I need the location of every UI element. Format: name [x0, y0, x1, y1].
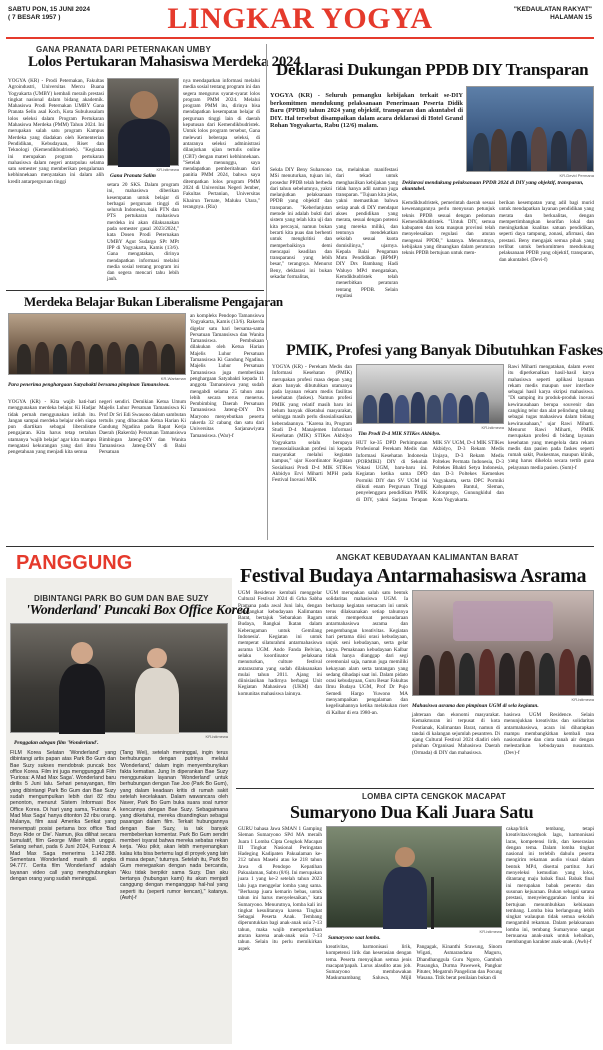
- a4-text-col2: HUT ke-35 DPD Perhimpunan Profesional Perekam Medis dan Informasi Kesehatan Indonesia (PORMIKI) DIY di Sekolah Vokasi UGM, baru-baru ini. Kegiatan ketika sama DPD Pormiki DIY dan SV UGM ini diikuti enam Perguruan Tinggi penyelenggara pendidikan PMIK di DIY, yakni Sarjana Terapan MIK SV UGM, D-4 MIK STIKes Akbidyo, D-3 Rekam Medis Unjaya, D-3 Rekam Medis Poltekes Permata Indonesia, D-3 Poltekes Bhakti Setya Indonesia, dan D-3 Poltekes Kemenkes Yogyakarta, serta DPC Pormiki Kabupaten Bantul, Sleman, Kulonprogo, Gunungkidul dan Kota Yogyakarta.: [356, 440, 504, 503]
- a1-text-col1: YOGYA (KR) - Prodi Peternakan, Fakultas Agroindustri, Universitas Mercu Buana Yogyakarta (UMBY) kembali meraih prestasi tingkat nasional dalam bidang akademik. Mahasiswa Prodi Peternakan UMBY Gana Pranata Selin asal Koch, Kota Subulussalam lolos seleksi dalam Program Pertukaran Mahasiswa Merdeka (PMM) Tahun 2024. Ini merupakan salah satu program Kampus Merdeka yang diadakan oleh Kementerian Pendidikan, Kebudayaan, Riset dan Teknologi (Kemendikbudristek). "Kegiatan ini merupakan program pertukaran mahasiswa dalam negeri antarpulau selama satu semester yang memberikan pengalaman kebhinnekaan menyatakan ini dalam alih kredit antarperguruan tinggi: [8, 78, 104, 185]
- section-label: PANGGUNG: [16, 552, 133, 574]
- actress-body-icon: [135, 668, 179, 734]
- a3-text-col1: YOGYA (KR) - Kita wajib hati-hati menggunakan merdeka belajar. Ki Hadjar tidak pernah menggunakan istilah itu. Jangan sampai merdeka belajar oleh siapa pun diartikan sebagai liberalisme pengajaran. Kita harus tetap tertahan utamanya 'wajib belajar' agar kita mampu mengatasi kekurangan yang dari ilmu pengetahuan yang menjadi kita semua: [8, 399, 96, 456]
- portrait-body-icon: [118, 119, 170, 167]
- masthead-motto: "KEDAULATAN RAKYAT": [513, 6, 592, 13]
- a1-text-col3: nya mendapatkan informasi melalui media sosial tentang program ini dan segera mengurus syarat-syarat lolos program PMM 2024. Melalui program PMM itu, dirinya bisa mendapatkan kesempatan belajar di perguruan tinggi lain di daerah keputusan dari Kemendikbudristek. Untuk lolos program tersebut, Gana melewati beberapa seleksi, di antaranya seleksi administrasi dilanjutkan ujian tertulis online (CBT) dengan materi kebhinnekaan. "Setelah menunggu, saya mendapatkan pemberitahuan dari panitia PMM 2024, bahwa saya ditempatkan lolos program PMM 2024 di Universitas Negeri Jember, Fakultas Pertanian, Universitas Khairun Ternate, Maluku Utara," terangnya. (Ria): [183, 78, 260, 210]
- a5-photo-crowd: [413, 638, 593, 695]
- a7-kicker: LOMBA CIPTA CENGKOK MACAPAT: [362, 792, 506, 801]
- a1-bottom-rule: [6, 290, 264, 291]
- stage-banner-icon: [453, 601, 553, 641]
- a4-caption: Tim Prodi D-4 MIK STIKes Akbidyo.: [358, 431, 441, 437]
- a3-headline: Merdeka Belajar Bukan Liberalisme Pengajaran: [24, 294, 283, 309]
- a6-kicker: DIBINTANGI PARK BO GUM DAN BAE SUZY: [34, 594, 209, 603]
- a5-text-col3: jahteraan dan ekonomi masyarakat. Kemakmuran ini terpusat di kota Pontianak, Kalimantan Barat, namun di tandai di kalangan sejumlah pesantren. Di ajang Cultural Festival 2024 diadiri oleh puluhan Organisasi Mahasiswa Daerah (Ormada) di DIY dan mahasiswa.: [412, 712, 500, 756]
- a2-text-col3: Kemdikbudristek, pemerintah daerah sesuai kewenangannya perlu menyusun petunjuk teknis PPDB sesuai dengan pedoman Kemendikbudristek. "Untuk DIY, semua kabupaten dan kota maupun provinsi telah menyelesaikan regulasi dan aturan mengenai PPDB," katanya. Menurutnya, kebijakan yang dituangkan dalam peraturan teknis PPDB bertujuan untuk mem-: [402, 200, 495, 257]
- a5-text-col1: UGM Residence kembali menggelar Cultural Festival 2024 di Grha Sabha Pramana pada awal Juni lalu, dengan mengangkat kebudayaan Kalimantan Barat, bertajuk 'Sebarakan Ragam Budaya, Rangkai Ikatan dalam Keberagaman untuk Gemilang Indonesia'. Kegiatan ini untuk memperat silaturahmi antarmahasiswa asrama UGM. Ando Fanda Belvian, selaku koordinator pelaksana menuturkan, culture festival antarasrama yang sudah dilaksanakan mulai tahun 2011. Ajang ini diinisiasikan hadirnya berbagai Unit Kegiatan Mahasiswa (UKM) dan komunitas mahasiswa lainnya.: [238, 590, 322, 697]
- a4-headline: PMIK, Profesi yang Banyak Dibutuhkan Faskes: [286, 342, 603, 359]
- a5-headline: Festival Budaya Antarmahasiswa Asrama: [240, 565, 587, 587]
- a7-text-col2: kreativitas, harmonisasi lirik, kompetensi lirik dan keserasian dengan tema. Peserta menyajikan semua jenis macapat/papah. Lurus alasdito atau job. Sumaryono membawakan Maskumambang Saluwa, Mijil Pangagak, Kinanthi Srawung, Sinom Wigati, Asmarandana Maguru, Dhandhanggula Guru Ngoro, Gambuh Prasangka, Durma Pawewek, Pangkur Pituter, Megatruh Pangeliran dan Pocung Wasana. Titik berat penilaian bukan di: [326, 944, 503, 982]
- a1-text-col2: setara 20 SKS. Dalam program ini, mahasiswa diberikan kesempatan untuk belajar di berbagai perguruan tinggi di seluruh Indonesia, baik PTN dan PTS pertukaran mahasiswa merdeka ini akan dilaksanakan pada semester gasal 2023/2024," kata Dosen Prodi Peternakan UMBY Agut Sudargo SPt MPt IPP di Yogyakarta, Kamis (13/6). Gana mengatakan, dirinya mendapatkan informasi melalui media sosial tentang program ini dan segera mencari tahu lebih jauh.: [107, 182, 179, 283]
- a2-headline: Deklarasi Dukungan PPDB DIY Transparan: [276, 60, 589, 79]
- a3-text-col3: an kompleks Pendopo Tamansiswa Yogyakarta, Kamis (13/6). Rakerda digelar satu hari bersama-sama Persatuan Tamansiswa dan Wanita Tamansiswa. Pembukaan dilakukan oleh Ketua Harian Majelis Luhur Persatuan Tamansiswa Ki Gandung Ngadina. Majelis Luhur Persatuan Tamansiswa juga memberikan penghargaan Satyabakti kepada 11 anggota Tamansiswa yang sudah mengabdi selama 25 tahun atau lebih secara terus menerus. Pembimbing Daerah Persatuan Tamansiswa Jateng-DIY Drs Maryono menyebutkan peserta rakerda 32 cabang dan satu dari Universitas Sarjanawiyata Tamansiswa. (War)-f: [190, 313, 264, 439]
- a7-text-col3: cakap/lirik tembang, tetapi kreativitas/cengkok lagu, harmonisasi laras, kompetensi lirik, dan keserasian dengan tema. Dalam lomba tingkat nasional ini terlebih dahulu peserta mengirim rekaman audio visual dalam bentuk MP4, disertai partitur. Juri menyeleksi kemudian yang lolos, ditantang maju babak final. Babak final ini merupakan babak penentu dan susunan kejuaraan. Bukan sebagai sarana prestasi, menyelenggarakan lomba ini bertujuan menumbuhkan kebiasaan tembang. Lomba bisa berlangsung lebih singkat walaupun tidak semua sekolah mengambil rekaman. Dalam pelaksanaan lomba ini, tembang Sumaryono sangat bernuansa anak-anak untuk kebaikan, membangun karakter anak-anak. (Awh)-f: [506, 826, 594, 946]
- a2-photo-credit: KR-Devid Permana: [559, 173, 594, 178]
- a5-text-col2: UGM merupakan salah satu bentuk solidaritas mahasiswa UGM. Ia berharap kegiatan semacam ini untuk terus dilaksanakan setiap tahunnya untuk memperkuat persaudaraan antarmahasiswa asrama dan pengembangan kreativitas. Kegiatan hari pertama diisi orasi kebudayaan, unjuk seni kebudayaan, serta gelar karya. Pemaknaan kebudayaan Kalbar tidak hanya dianggap dari segi ceremonial saja, namun juga memiliki kekayaan alam serta tantangan yang sedang dihadapi saat ini. Dalam pidato orasi kebudayaan, Guru Besar Fakultas Ilmu Budaya UGM, Prof Dr Pujo Semedi Hargo Yuwono MA menyampaikan pengalaman dan kegelisahannya ketika melakukan riset di Kalbar di era 1980-an.: [326, 590, 408, 716]
- a1-caption: Gana Pranata Salim: [110, 173, 156, 179]
- singer-head-icon: [395, 847, 415, 867]
- a7-text-col1: GURU bahasa Jawa SMAN 1 Gamping Sleman Sumaryono SPd MA meraih Juara 1 Lomba Cipta Cengkok Macapat III Tingkat Nasional Peringatan Hadeging Kadipaten Pakualaman ke-212 tahun Masehi atau ke 218 tahun Jawa di Pendopo Kepatihan Pakualaman, Sabtu (8/6). Ini merupakan juara 1 yang ke-2 setelah tahun 2023 lalu juga menggelar lomba yang sama. "Berharap juara kemarin bebas, untuk tahun ini harus menyelesaikan," kata Sumaryono. Menurutnya, lomba kali ini tingkat kesulitannya karena Tingkat Sebagai Peserta Anak. Tembang diperuntukkan bagi anak-anak usia 7-13 tahun, maka wajib memperhatikan aturan karena anak-anak usia 7-13 tahun. Selain itu perlu memikirkan aspek: [238, 826, 322, 952]
- a2-lead: YOGYA (KR) - Seluruh pemangku kebijakan terkait se-DIY berkomitmen mendukung pelaksanaan Penerimaan Peserta Didik Baru (PPDB) tahun 2024 yang objektif, transparan dan akuntabel di DIY. Hal tersebut disampaikan dalam acara deklarasi di Hotel Grand Rohan Yogyakarta, Rabu (12/6) malam.: [270, 92, 463, 129]
- a2-text-col1: Sekda DIY Beny Suharsono MSi menuturkan, tujuan ini, prosedur PPDB telah berbeda dari tahun sebelumnya, yakni melanjutkan pelaksanaan PPDB yang objektif dan transparan. "Keberlanjutan metode ini adalah bukti dari sistem yang telah kita uji dan kita percayai, namun bukan berarti kita puas dan berhenti untuk mengkritisi dan memperbaikinya demi mencapai keadilan dan transparansi yang lebih besar," terangnya. Menurut Beny, deklarasi ini bukan sekadar formalitas,: [270, 167, 332, 281]
- column-divider-2: [267, 340, 268, 540]
- a5-text-col4: hasiswa UGM Residence. Selain menunjukkan kreativitas dan solidaritas antarmahasiswa, acara ini diharapkan mampu membangkitkan kembali rasa nasionalisme dan cinta tanah air dengan melestarikan kebudayaan nusantara. (Dev)-f: [504, 712, 594, 756]
- section-divider: [6, 546, 594, 547]
- a1-photo-credit: KR-istimewa: [156, 167, 179, 172]
- a6-text-col2: (Tang Wei), setelah meninggal, ingin terus berhubungan dengan putrinya melalui 'Wonderland,' dalam ingin menyembunyikan fakta kematian. Jung In diperankan Bae Suzy menggunakan layanan 'Wonderland' untuk berhubungan dengan Tae Joo (Park Bo Gum), yang dalam keadaan kritis di rumah sakit setelah kecelakaan. Dalam wawancara oleh Naver, Park Bo Gum buka suara soal rumor kencannya dengan Bae Suzy. Sebagaimana yang diketahui, mereka disandingkan sebagai pasangan dalam film. Terkait hubungannya dengan Bae Suzy, ia tak banyak membeberkan komentar. Park Bo Gum sendiri memberi isyarat bahwa mereka sebatas rekan kerja. "Aku pikir, akan lebih menyenangkan kalau kita bisa bertemu lagi di proyek yang lain di masa depan," tuturnya. Setelah itu, Park Bo Gum menegaskan dengan nada bercanda, "Aku tidak berpikir sama Suzy. Dan aku bertanya (hubungan kami) itu akan menjadi canggung dengan menganggap hal-hal yang seperti itu (seperti rumor kencan)," katanya. (Awh)-f: [120, 750, 228, 901]
- actress-head-icon: [147, 648, 167, 668]
- a4-photo-credit: KR-istimewa: [481, 425, 504, 430]
- a2-photo-crowd: [467, 125, 593, 171]
- a3-caption: Para penerima penghargaan Satyabakti bersama pimpinan Tamansiswa.: [8, 382, 170, 388]
- a4-text-col3: Rawi Miharti mengatakan, dalam event itu diperkenalkan hasil-hasil karya mahasiswa seperti aplikasi layanan rekam medis maupun user interface sebagai hasil karya skripsi mahasiswa. "Di samping itu produk-produk inovasi kewirausahaan berupa souvenir dan cangking telur dan alat pelindung tabung sebagai tugas mahasiswa dalam bidang kewirausahaan," ujar Rawi Miharti. Menurut Rawi Miharti, PMIK merupakan profesi di bidang layanan kesehatan yang mengelola data rekam medis dan pasien pada faskes seperti rumah sakit, Puskesmas, maupun klinik, yang harus dikelola secara tertib guna pelayanan media pasien. (Sum)-f: [508, 364, 594, 471]
- a6-caption: Penggalan adegan film 'Wonderland'.: [14, 740, 99, 746]
- a7-caption: Sumaryono saat lomba.: [328, 935, 381, 941]
- a1-headline: Lolos Pertukaran Mahasiswa Merdeka 2024: [28, 54, 301, 70]
- masthead-page: HALAMAN 15: [550, 14, 592, 21]
- a5-bottom-rule: [236, 788, 594, 789]
- actor-body-icon: [59, 664, 105, 734]
- a2-caption: Deklarasi mendukung pelaksanaan PPDB 2024 di DIY yang objektif, transparan, akuntabel.: [402, 180, 584, 193]
- microphone-stand-icon: [431, 877, 434, 929]
- a3-photo-credit: KR-Wartaman: [160, 376, 186, 381]
- a5-caption: Mahasiswa asrama dan pimpinan UGM di sela kegiatan.: [412, 703, 539, 709]
- a4-text-col1: YOGYA (KR) - Perekam Medis dan Informasi Kesehatan (PMIK) merupakan profesi masa depan yang akan banyak dibutuhkan utamanya pada layanan rekam medis fasilitas kesehatan (faskes). Namun profesi PMIK yang relatif masih baru ini belum banyak diketahui masyarakat, sehingga masih perlu disosialisasikan keberadaannya. "Karena itu, Program Studi D-4 Manajemen Informasi Kesehatan (MIK) STIKes Akbidyo Yogyakarta selalu berupaya mensosialisasikan profesi ini kepada masyarakat melalui kegiatan kampus," ujar Koordinator Kegiatan Sosialisasi Prodi D-4 MIK STIKes Akbidyo Ervi Miharti MPH pada Festival Inovasi MIK: [272, 364, 352, 484]
- a5-kicker: ANGKAT KEBUDAYAAN KALIMANTAN BARAT: [336, 553, 519, 562]
- a6-photo-credit: KR-istimewa: [205, 734, 228, 739]
- a3-photo: [8, 313, 186, 375]
- a6-headline: 'Wonderland' Puncaki Box Office Korea: [26, 603, 250, 618]
- a4-photo-crowd: [357, 391, 503, 423]
- a6-text-col1: FILM Korea Selatan 'Wonderland' yang dibintangi artis papan atas Park Bo Gum dan Bae Suzy sukses mendobrak puncak box office Korea. Film ini juga menggungguli Film 'Furiosa: A Mad Max Saga'. Wonderland baru dirilis 5 Juni lalu. Sehari penayangan, film yang dibintangi Park Bo Gum dan Bae Suzy sudah mengumpulkan lebih dari 82 ribu penonton, menurut Sistem Informasi Box Office Korea. Di hari yang sama, 'Furiosa: A Mad Max Saga' hanya ditonton 32 ribu orang. Mulanya, film asal Amerika Serikat yang menempati posisi pertama box office 'Bad Boys Ride or Die'. Namun, jika dilihat secara kumulatif, film George Miller lebih unggul. Selang sehari, pada 6 Juni 2024, Furiosa: A Mad Max Saga menerima 1.142.288. Sementara Wonderland masih di angka 94.777. Cerita film 'Wonderland' adalah layanan video call yang menghubungkan dengan orang yang sudah meninggal.: [10, 750, 116, 882]
- a1-photo: [107, 78, 179, 166]
- actor-head-icon: [71, 642, 93, 664]
- a2-text-col2: tas, melainkan manifestasi dari tekad untuk menghasilkan kebijakan yang tidak hanya adil namun juga transparan. "Tujuan kita jelas, yakni memastikan bahwa setiap anak di DIY mendapat akses pendidikan yang merata, sesuai dengan potensi yang mereka miliki, dan tentunya mendekatkan sekolah sesuai kuota domisilinya," ujarnya. Kepala Balai Pengaman Mutu Pendidikan (BPMP) DIY Drs Bambang Hadi Waluyo MPd mengatakan, Kemdikbudristek telah menerbitkan peraturan tentang PPDB. Selain regulasi: [336, 167, 399, 299]
- portrait-head-icon: [130, 91, 158, 119]
- a7-headline: Sumaryono Dua Kali Juara Satu: [290, 802, 534, 822]
- a3-photo-crowd: [9, 341, 185, 374]
- masthead-logo: LINGKAR YOGYA: [167, 2, 433, 35]
- a3-text-col2: negeri sendiri. Demikian Ketua Umum Majelis Luhur Persatuan Tamansiswa Ki Prof Dr Sri Edi Swasono dalam sambutan tertulis yang dibacakan Ketua Harian Ki Gandung Ngadina pada Rapat Kerja Daerah (Rakerda) Persatuan Tamansiswa Bimbingan Jateng-DIY dan Wanita Tamansiswa Jateng-DIY di Balai Persatuan: [99, 399, 186, 456]
- a1-kicker: GANA PRANATA DARI PETERNAKAN UMBY: [36, 45, 212, 54]
- singer-body-icon: [383, 867, 427, 929]
- masthead-right-block: [514, 6, 592, 22]
- a7-photo: [326, 826, 502, 928]
- a7-photo-credit: KR-istimewa: [479, 929, 502, 934]
- masthead-issue: ( 7 BESAR 1957 ): [8, 14, 61, 21]
- a2-text-col4: berikan kesempatan yang adil bagi murid untuk mendapatkan layanan pendidikan yang merata dan berkualitas, dengan mempertimbangkan kearifan lokal dan meningkatkan kualitas satuan pendidikan, seperti daya tampung, zonasi, afirmasi, dan prestasi. Beny mengajak semua pihak yang terlibat untuk berkomitmen mendukung pelaksanaan PPDB yang objektif, transparan, dan akuntabel. (Devi-f): [499, 200, 594, 263]
- a5-photo: [412, 590, 594, 696]
- masthead-rule: [6, 37, 594, 39]
- a4-photo: [356, 364, 504, 424]
- masthead-date: SABTU PON, 15 JUNI 2024: [8, 6, 91, 13]
- a2-photo: [466, 86, 594, 172]
- a6-photo: [10, 623, 228, 733]
- a5-photo-credit: KR-istimewa: [571, 697, 594, 702]
